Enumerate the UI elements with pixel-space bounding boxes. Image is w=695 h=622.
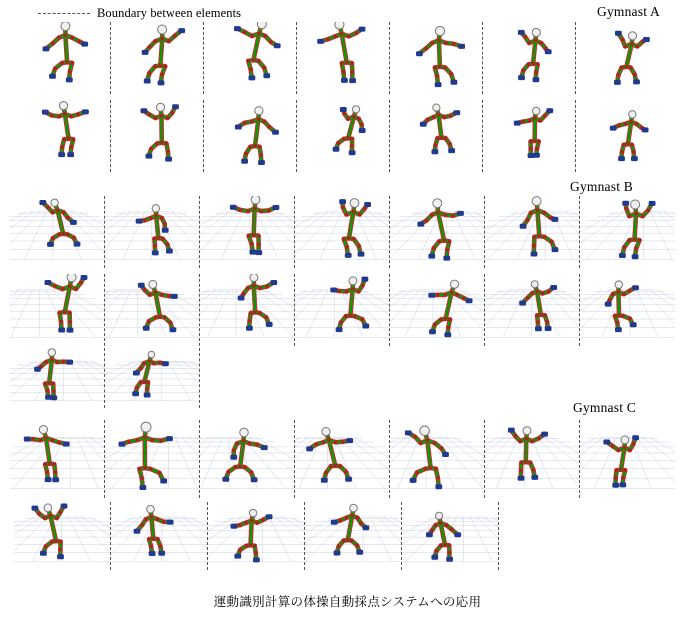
legend-dashed-line-icon [38,13,90,14]
pose-frame [390,100,483,172]
pose-frame [485,420,580,498]
pose-frame [580,420,675,498]
pose-frame [111,100,204,172]
pose-frame [576,22,669,94]
pose-frame [483,22,576,94]
pose-frame [10,196,105,268]
pose-frame [14,502,111,570]
pose-frame [295,196,390,268]
pose-row [10,420,675,498]
pose-frame [10,274,105,346]
pose-frame [576,100,669,172]
pose-frame [580,196,675,268]
pose-frame [208,502,305,570]
pose-frame [204,22,297,94]
pose-row [18,100,669,172]
group-title-gymnast-b: Gymnast B [570,179,633,194]
legend-label: Boundary between elements [97,6,242,20]
pose-row [10,348,200,408]
pose-frame [105,348,200,408]
pose-frame [200,420,295,498]
pose-frame [390,196,485,268]
pose-frame [105,274,200,346]
pose-frame [204,100,297,172]
pose-row [10,196,675,268]
pose-frame [105,420,200,498]
pose-frame [297,22,390,94]
pose-frame [200,196,295,268]
group-title-gymnast-a: Gymnast A [597,4,660,19]
pose-row [18,22,669,94]
pose-frame [390,420,485,498]
pose-frame [297,100,390,172]
pose-frame [18,100,111,172]
figure-caption: 運動識別計算の体操自動採点システムへの応用 [213,594,482,609]
pose-frame [105,196,200,268]
pose-frame [483,100,576,172]
pose-frame [580,274,675,346]
pose-frame [200,274,295,346]
pose-row [14,502,499,570]
pose-frame [485,274,580,346]
pose-row [10,274,675,346]
pose-frame [295,420,390,498]
pose-frame [111,502,208,570]
pose-frame [402,502,499,570]
pose-frame [10,420,105,498]
pose-frame [305,502,402,570]
group-title-gymnast-c: Gymnast C [573,400,636,415]
pose-frame [10,348,105,408]
pose-frame [111,22,204,94]
pose-frame [390,274,485,346]
pose-frame [485,196,580,268]
pose-frame [295,274,390,346]
legend [38,6,241,21]
pose-frame [390,22,483,94]
pose-frame [18,22,111,94]
